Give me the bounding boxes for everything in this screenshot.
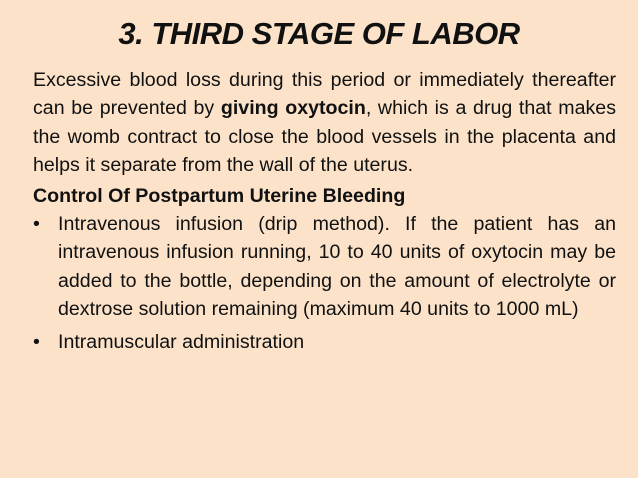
list-item (33, 210, 616, 324)
intro-text-end: , which is a drug that makes the womb contract to close the blood vessels in the placenta and helps it separate from the wall of the uterus. (33, 97, 616, 177)
bullet-text: Intravenous infusion (drip method). If the patient has an intravenous infusion running, 10 to 40 units of oxytocin may be added to the bottle, depending on the amount of electrolyte or dextrose solution remaining (maximum 40 units to 1000 mL) (58, 213, 616, 321)
bullet-icon: • (33, 213, 40, 236)
slide-title: 3. THIRD STAGE OF LABOR (118, 16, 520, 51)
section-subheading: Control Of Postpartum Uterine Bleeding (33, 184, 406, 207)
intro-bold-text: giving oxytocin (220, 97, 366, 120)
intro-paragraph (33, 66, 616, 180)
slide-content (33, 66, 616, 356)
list-item (33, 328, 616, 356)
bullet-text: Intramuscular administration (58, 330, 305, 353)
bullet-icon: • (33, 330, 40, 353)
intro-text-start: Excessive blood loss during this period or immediately thereafter can be prevented by (33, 69, 616, 120)
bullet-list (33, 210, 616, 356)
